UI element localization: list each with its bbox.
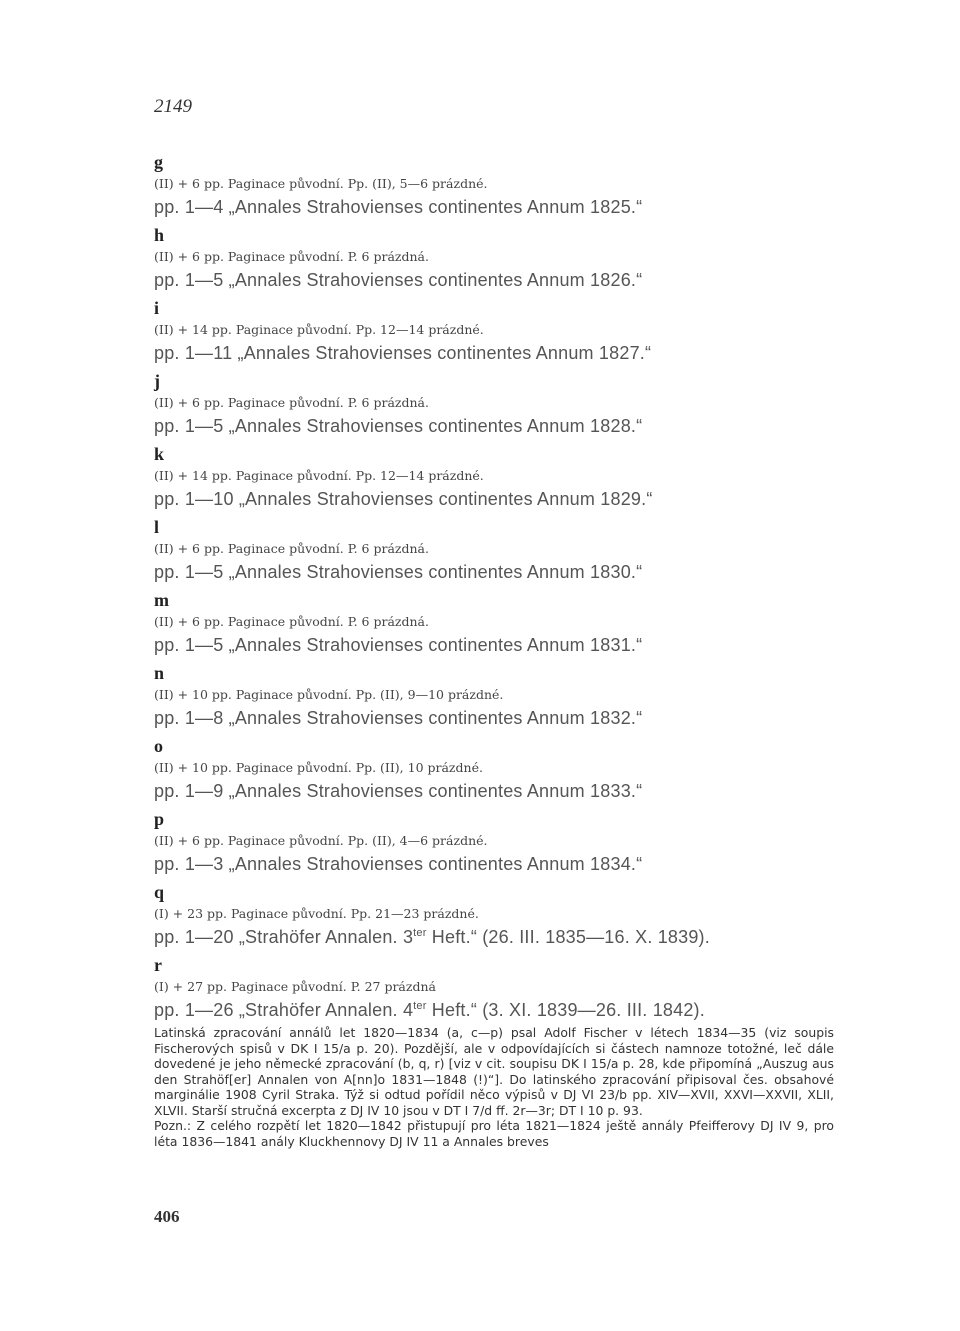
entry-o	[154, 736, 844, 809]
entry-title-end: Heft.“ (26. III. 1835—16. X. 1839).	[426, 927, 710, 947]
entry-meta: (II) + 6 pp. Paginace původní. P. 6 prázdná.	[154, 614, 429, 629]
entry-j	[154, 371, 844, 444]
entry-q	[154, 882, 844, 955]
entry-n	[154, 663, 844, 736]
entry-letter: l	[154, 517, 160, 537]
entry-k	[154, 444, 844, 517]
entry-title: pp. 1—11 „Annales Strahovienses continentes Annum 1827.“	[154, 343, 652, 363]
entry-title: pp. 1—4 „Annales Strahovienses continentes Annum 1825.“	[154, 197, 643, 217]
entry-meta: (II) + 14 pp. Paginace původní. Pp. 12—14 prázdné.	[154, 468, 484, 483]
entry-i	[154, 298, 844, 371]
entry-meta: (I) + 23 pp. Paginace původní. Pp. 21—23 prázdné.	[154, 906, 479, 921]
entry-letter: o	[154, 736, 163, 756]
entry-title: pp. 1—5 „Annales Strahovienses continentes Annum 1830.“	[154, 562, 643, 582]
entry-h	[154, 225, 844, 298]
entry-letter: p	[154, 809, 165, 829]
entry-title: pp. 1—10 „Annales Strahovienses continentes Annum 1829.“	[154, 489, 653, 509]
notes-remark: Pozn.: Z celého rozpětí let 1820—1842 přistupují pro léta 1821—1824 ještě annály Pfeifferovy DJ IV 9, pro léta 1836—1841 anály Kluckhennovy DJ IV 11 a Annales breves	[154, 1118, 834, 1149]
entry-list	[154, 152, 844, 1028]
page-number: 406	[154, 1207, 180, 1226]
entry-title	[154, 1000, 705, 1021]
entry-title: pp. 1—5 „Annales Strahovienses continentes Annum 1826.“	[154, 270, 643, 290]
entry-m	[154, 590, 844, 663]
entry-letter: n	[154, 663, 165, 683]
entry-l	[154, 517, 844, 590]
entry-title-superscript: ter	[413, 927, 427, 939]
entry-meta: (II) + 6 pp. Paginace původní. P. 6 prázdná.	[154, 541, 429, 556]
folio-number: 2149	[154, 96, 192, 117]
entry-letter: q	[154, 882, 165, 902]
entry-meta: (II) + 6 pp. Paginace původní. Pp. (II), 4—6 prázdné.	[154, 833, 488, 848]
entry-title-start: pp. 1—26 „Strahöfer Annalen. 4	[154, 1000, 414, 1020]
entry-letter: m	[154, 590, 169, 610]
notes-paragraph: Latinská zpracování annálů let 1820—1834 (a, c—p) psal Adolf Fischer v létech 1834—35 (viz soupis Fischerových spisů v DK I 15/a p. 20). Pozdější, ale v odpovídajících si částech namnoze totožné, leč dále dovedené je jeho německé zpracování (b, q, r) [viz v cit. soupisu DK I 15/a p. 28, kde připomíná „Auszug aus den Strahöf[er] Annalen von A[nn]o 1831—1848 (!)“]. Do latinského zpracování připisoval čes. obsahové marginálie 1908 Cyril Straka. Týž si odtud pořídil něco výpisů v DJ VI 23/b pp. XIV—XVII, XXVI—XXVII, XLII, XLVII. Starší stručná excerpta z DJ IV 10 jsou v DT I 7/d ff. 2r—3r; DT I 10 p. 93.	[154, 1025, 834, 1118]
entry-title-superscript: ter	[413, 1000, 427, 1012]
entry-g	[154, 152, 844, 225]
entry-letter: h	[154, 225, 165, 245]
entry-title: pp. 1—5 „Annales Strahovienses continentes Annum 1828.“	[154, 416, 643, 436]
notes-block	[154, 1025, 834, 1149]
entry-title: pp. 1—9 „Annales Strahovienses continentes Annum 1833.“	[154, 781, 643, 801]
entry-title	[154, 927, 710, 948]
entry-meta: (II) + 6 pp. Paginace původní. P. 6 prázdná.	[154, 249, 429, 264]
entry-meta: (II) + 10 pp. Paginace původní. Pp. (II), 9—10 prázdné.	[154, 687, 504, 702]
entry-letter: j	[154, 371, 160, 391]
entry-title-start: pp. 1—20 „Strahöfer Annalen. 3	[154, 927, 414, 947]
entry-meta: (II) + 6 pp. Paginace původní. P. 6 prázdná.	[154, 395, 429, 410]
entry-r	[154, 955, 844, 1028]
entry-title: pp. 1—5 „Annales Strahovienses continentes Annum 1831.“	[154, 635, 643, 655]
entry-meta: (I) + 27 pp. Paginace původní. P. 27 prázdná	[154, 979, 436, 994]
entry-meta: (II) + 14 pp. Paginace původní. Pp. 12—14 prázdné.	[154, 322, 484, 337]
entry-p	[154, 809, 844, 882]
entry-title-end: Heft.“ (3. XI. 1839—26. III. 1842).	[426, 1000, 705, 1020]
entry-letter: k	[154, 444, 165, 464]
entry-letter: g	[154, 152, 163, 172]
entry-letter: r	[154, 955, 162, 975]
entry-title: pp. 1—8 „Annales Strahovienses continentes Annum 1832.“	[154, 708, 643, 728]
entry-meta: (II) + 6 pp. Paginace původní. Pp. (II), 5—6 prázdné.	[154, 176, 488, 191]
entry-title: pp. 1—3 „Annales Strahovienses continentes Annum 1834.“	[154, 854, 643, 874]
entry-letter: i	[154, 298, 160, 318]
entry-meta: (II) + 10 pp. Paginace původní. Pp. (II), 10 prázdné.	[154, 760, 483, 775]
